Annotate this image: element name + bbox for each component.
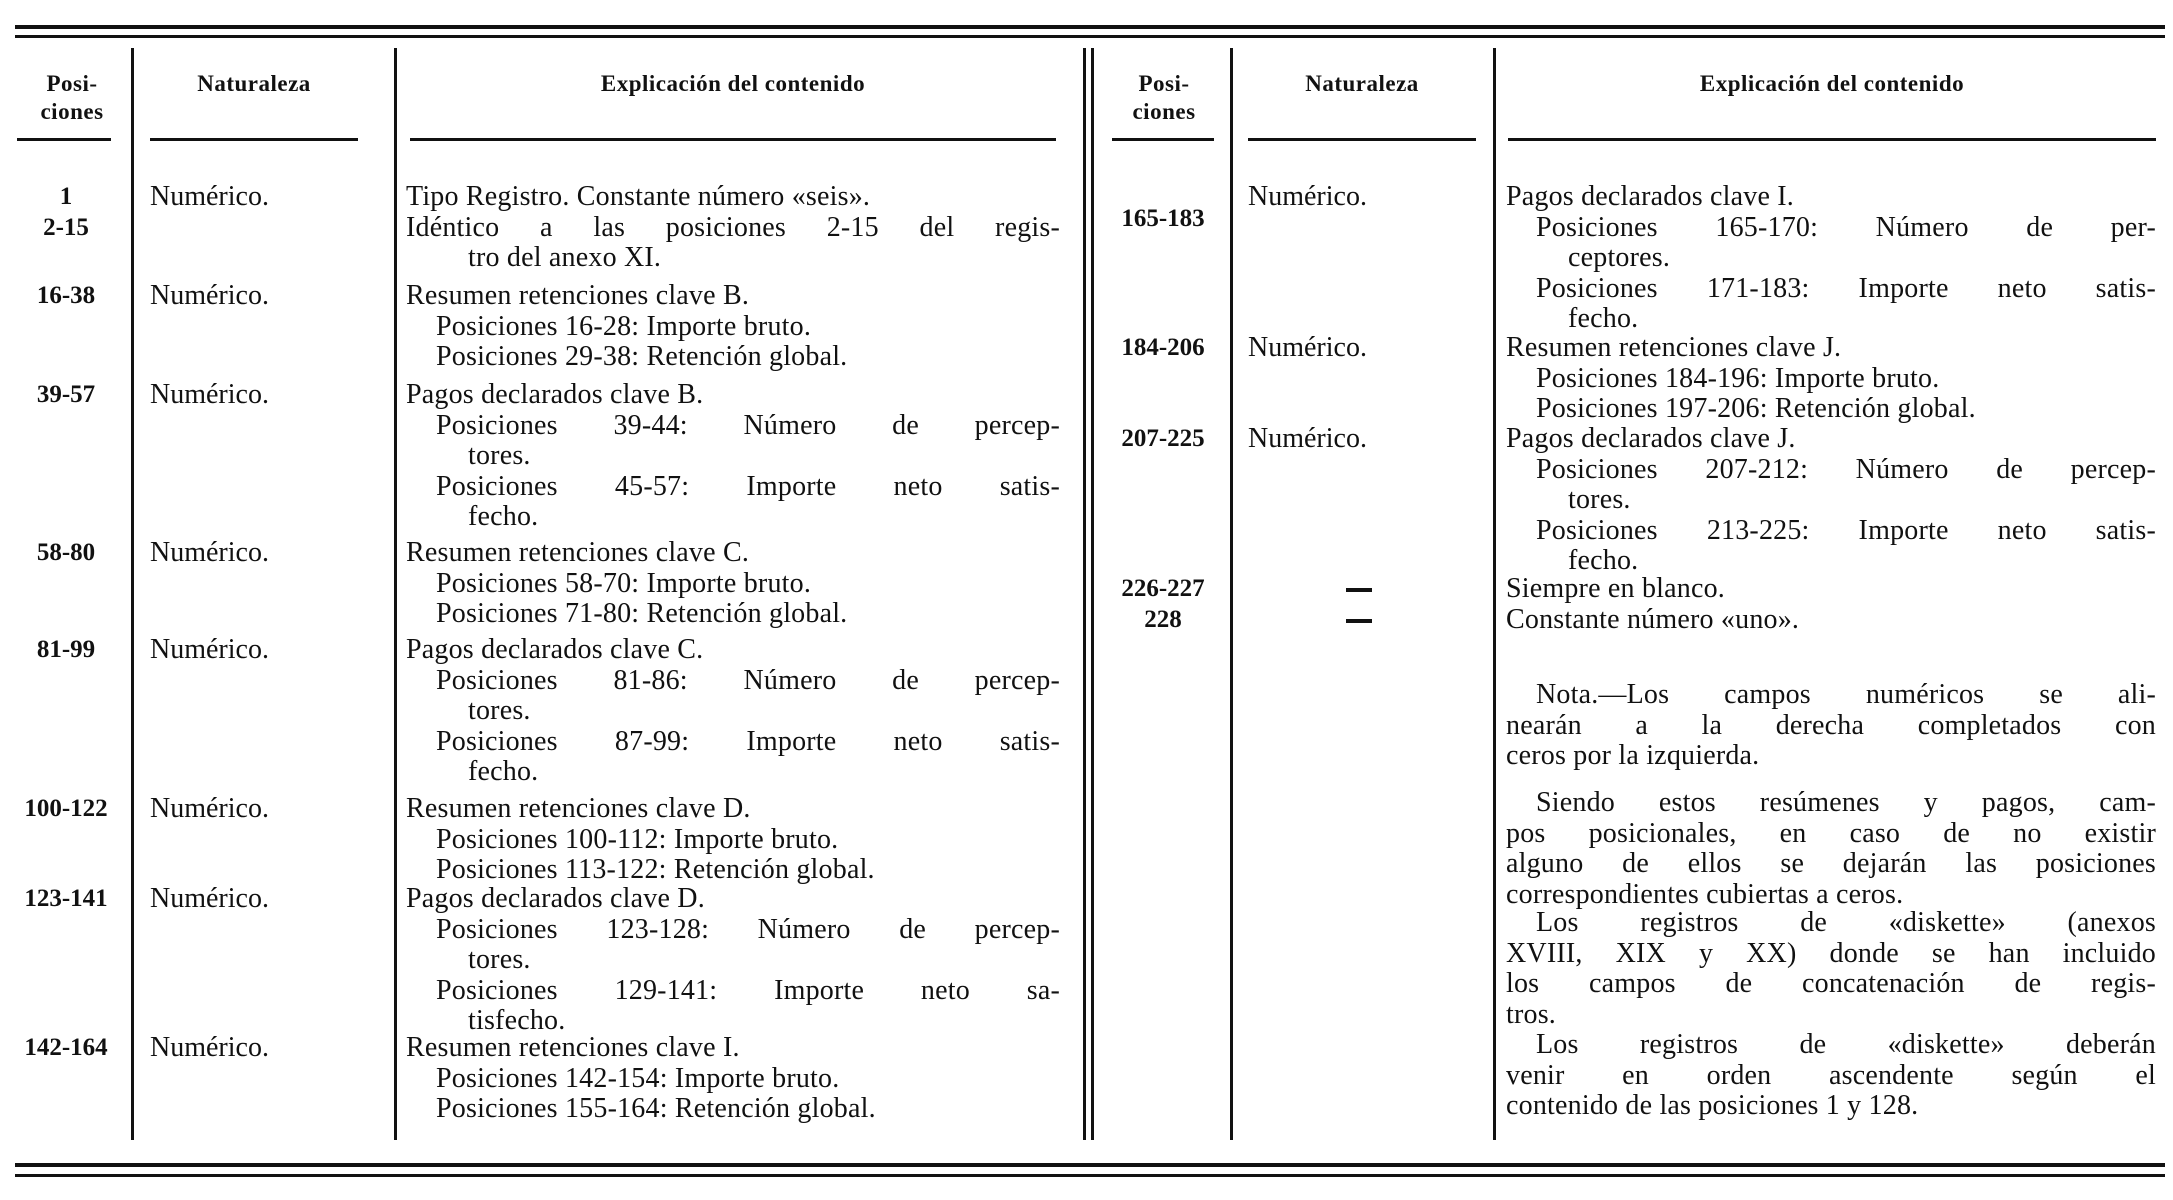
positions-cell [1095, 574, 1231, 605]
position-range: 81-99 [36, 636, 96, 663]
positions-cell [1095, 204, 1231, 235]
description-line: Resumen retenciones clave D. [406, 793, 751, 824]
description-line: nearán a la derecha completados con [1506, 709, 2156, 741]
description-line: Posiciones 29-38: Retención global. [436, 341, 848, 372]
description-line: Posiciones 171-183: Importe neto satis- [1536, 272, 2156, 304]
description-line: tores. [468, 695, 531, 726]
description-cell [1506, 605, 2156, 636]
position-range: 165-183 [1121, 205, 1205, 232]
positions-cell [0, 635, 132, 666]
description-line: Posiciones 113-122: Retención global. [436, 854, 875, 885]
description-line: venir en orden ascendente según el [1506, 1059, 2156, 1091]
position-range: 1 [59, 183, 73, 210]
header-naturaleza: Naturaleza [197, 71, 311, 96]
column-divider [1493, 48, 1496, 1140]
position-range: 142-164 [24, 1034, 108, 1061]
header-posiciones [10, 70, 134, 126]
description-line: Resumen retenciones clave C. [406, 537, 750, 568]
description-line: fecho. [468, 756, 539, 787]
description-line: Posiciones 129-141: Importe neto sa- [436, 974, 1060, 1006]
position-range: 58-80 [36, 539, 96, 566]
description-line: Pagos declarados clave I. [1506, 181, 1794, 212]
positions-cell [0, 1033, 132, 1064]
description-line: pos posicionales, en caso de no existir [1506, 817, 2156, 849]
description-line: Pagos declarados clave J. [1506, 423, 1796, 454]
description-line: Posiciones 155-164: Retención global. [436, 1093, 876, 1124]
description-line: Resumen retenciones clave J. [1506, 332, 1842, 363]
position-range: 39-57 [36, 381, 96, 408]
positions-cell [0, 182, 132, 243]
positions-cell [1095, 333, 1231, 364]
header-explicacion: Explicación del contenido [1699, 71, 1965, 96]
nature-cell: Numérico. [1248, 423, 1367, 454]
description-line: Pagos declarados clave C. [406, 634, 704, 665]
description-line: Pagos declarados clave B. [406, 379, 704, 410]
header-underline [1508, 138, 2156, 141]
description-cell [1506, 424, 2156, 577]
position-range: 207-225 [1121, 425, 1205, 452]
nature-dash [1346, 619, 1372, 623]
description-cell [1506, 182, 2156, 335]
description-line: Posiciones 184-196: Importe bruto. [1536, 362, 1940, 394]
nature-cell: Numérico. [1248, 181, 1367, 212]
description-line: tores. [468, 440, 531, 471]
description-line: tores. [468, 944, 531, 975]
top-double-rule-1 [15, 25, 2165, 29]
position-range: 16-38 [36, 282, 96, 309]
nature-cell: Numérico. [150, 379, 269, 410]
description-line: ceros por la izquierda. [1506, 740, 1760, 771]
description-line: Pagos declarados clave D. [406, 883, 705, 914]
description-line: Constante número «uno». [1506, 604, 1800, 635]
nature-dash [1346, 588, 1372, 592]
description-line: contenido de las posiciones 1 y 128. [1506, 1090, 1919, 1121]
description-line: correspondientes cubiertas a ceros. [1506, 878, 1904, 910]
header-posiciones [1100, 70, 1228, 126]
description-cell [406, 182, 1060, 274]
description-line: fecho. [468, 501, 539, 532]
description-line: Idéntico a las posiciones 2-15 del regis- [406, 211, 1060, 243]
description-line: Resumen retenciones clave I. [406, 1032, 740, 1063]
header-underline [17, 138, 111, 141]
header-text: Posi- [1138, 71, 1190, 96]
description-cell [1506, 908, 2156, 1030]
nature-cell: Numérico. [150, 1032, 269, 1063]
description-line: Posiciones 87-99: Importe neto satis- [436, 725, 1060, 757]
nature-cell: Numérico. [150, 181, 269, 212]
header-underline [150, 138, 358, 141]
description-line: Los registros de «diskette» deberán [1536, 1029, 2156, 1060]
positions-cell [1095, 605, 1231, 636]
description-cell [406, 884, 1060, 1037]
description-line: Los registros de «diskette» (anexos [1536, 907, 2156, 938]
positions-cell [0, 794, 132, 825]
description-cell [406, 281, 1060, 373]
header-explicacion: Explicación del contenido [600, 71, 866, 96]
header-underline [410, 138, 1056, 141]
center-double-divider [1083, 48, 1086, 1140]
description-line: Siempre en blanco. [1506, 573, 1725, 604]
position-range: 228 [1144, 606, 1182, 633]
positions-cell [0, 884, 132, 915]
description-cell [406, 538, 1060, 630]
description-line: Posiciones 123-128: Número de percep- [436, 913, 1060, 945]
description-line: Posiciones 142-154: Importe bruto. [436, 1062, 840, 1094]
description-line: Posiciones 71-80: Retención global. [436, 598, 848, 629]
description-line: Resumen retenciones clave B. [406, 280, 750, 311]
nature-cell: Numérico. [150, 793, 269, 824]
nature-cell: Numérico. [1248, 332, 1367, 363]
description-line: tisfecho. [468, 1005, 566, 1036]
header-text: Posi- [46, 71, 98, 96]
header-naturaleza: Naturaleza [1305, 71, 1419, 96]
description-line: Posiciones 197-206: Retención global. [1536, 393, 1976, 424]
column-divider [394, 48, 397, 1140]
description-line: Posiciones 81-86: Número de percep- [436, 664, 1060, 696]
description-line: Posiciones 100-112: Importe bruto. [436, 823, 839, 855]
nature-cell: Numérico. [150, 537, 269, 568]
position-range: 184-206 [1121, 334, 1205, 361]
description-line: Siendo estos resúmenes y pagos, cam- [1536, 787, 2156, 818]
description-line: fecho. [1568, 303, 1639, 334]
bottom-double-rule-2 [15, 1174, 2165, 1177]
nature-cell: Numérico. [150, 634, 269, 665]
description-line: Posiciones 45-57: Importe neto satis- [436, 470, 1060, 502]
description-cell [406, 794, 1060, 886]
positions-cell [1095, 424, 1231, 455]
description-line: Posiciones 207-212: Número de percep- [1536, 453, 2156, 485]
description-line: alguno de ellos se dejarán las posiciones [1506, 848, 2156, 879]
position-range: 123-141 [24, 885, 108, 912]
position-range: 2-15 [43, 213, 89, 241]
description-line: Posiciones 213-225: Importe neto satis- [1536, 514, 2156, 546]
center-double-divider [1091, 48, 1094, 1140]
top-double-rule-2 [15, 35, 2165, 38]
description-line: tro del anexo XI. [468, 242, 662, 273]
description-line: Nota.—Los campos numéricos se ali- [1536, 679, 2156, 710]
header-underline [1112, 138, 1214, 141]
description-line: Posiciones 16-28: Importe bruto. [436, 310, 812, 342]
description-line: Posiciones 39-44: Número de percep- [436, 409, 1060, 441]
description-cell [1506, 333, 2156, 425]
description-cell [1506, 788, 2156, 910]
description-line: XVIII, XIX y XX) donde se han incluido [1506, 937, 2156, 969]
nature-cell: Numérico. [150, 883, 269, 914]
positions-cell [0, 538, 132, 569]
header-text: ciones [40, 99, 104, 124]
header-text: ciones [1132, 99, 1196, 124]
description-cell [406, 1033, 1060, 1125]
description-cell [1506, 1030, 2156, 1122]
description-line: tores. [1568, 484, 1631, 515]
description-line: tros. [1506, 998, 1556, 1030]
description-line: los campos de concatenación de regis- [1506, 968, 2156, 999]
positions-cell [0, 281, 132, 312]
description-line: fecho. [1568, 545, 1639, 576]
description-line: Tipo Registro. Constante número «seis». [406, 181, 871, 212]
nature-cell: Numérico. [150, 280, 269, 311]
description-line: Posiciones 58-70: Importe bruto. [436, 567, 812, 599]
position-range: 226-227 [1121, 575, 1205, 602]
header-underline [1248, 138, 1476, 141]
description-line: ceptores. [1568, 242, 1671, 273]
description-cell [1506, 574, 2156, 605]
bottom-double-rule-1 [15, 1163, 2165, 1167]
positions-cell [0, 380, 132, 411]
description-cell [406, 635, 1060, 788]
description-line: Posiciones 165-170: Número de per- [1536, 211, 2156, 243]
description-cell [406, 380, 1060, 533]
position-range: 100-122 [24, 795, 108, 822]
description-cell [1506, 680, 2156, 772]
